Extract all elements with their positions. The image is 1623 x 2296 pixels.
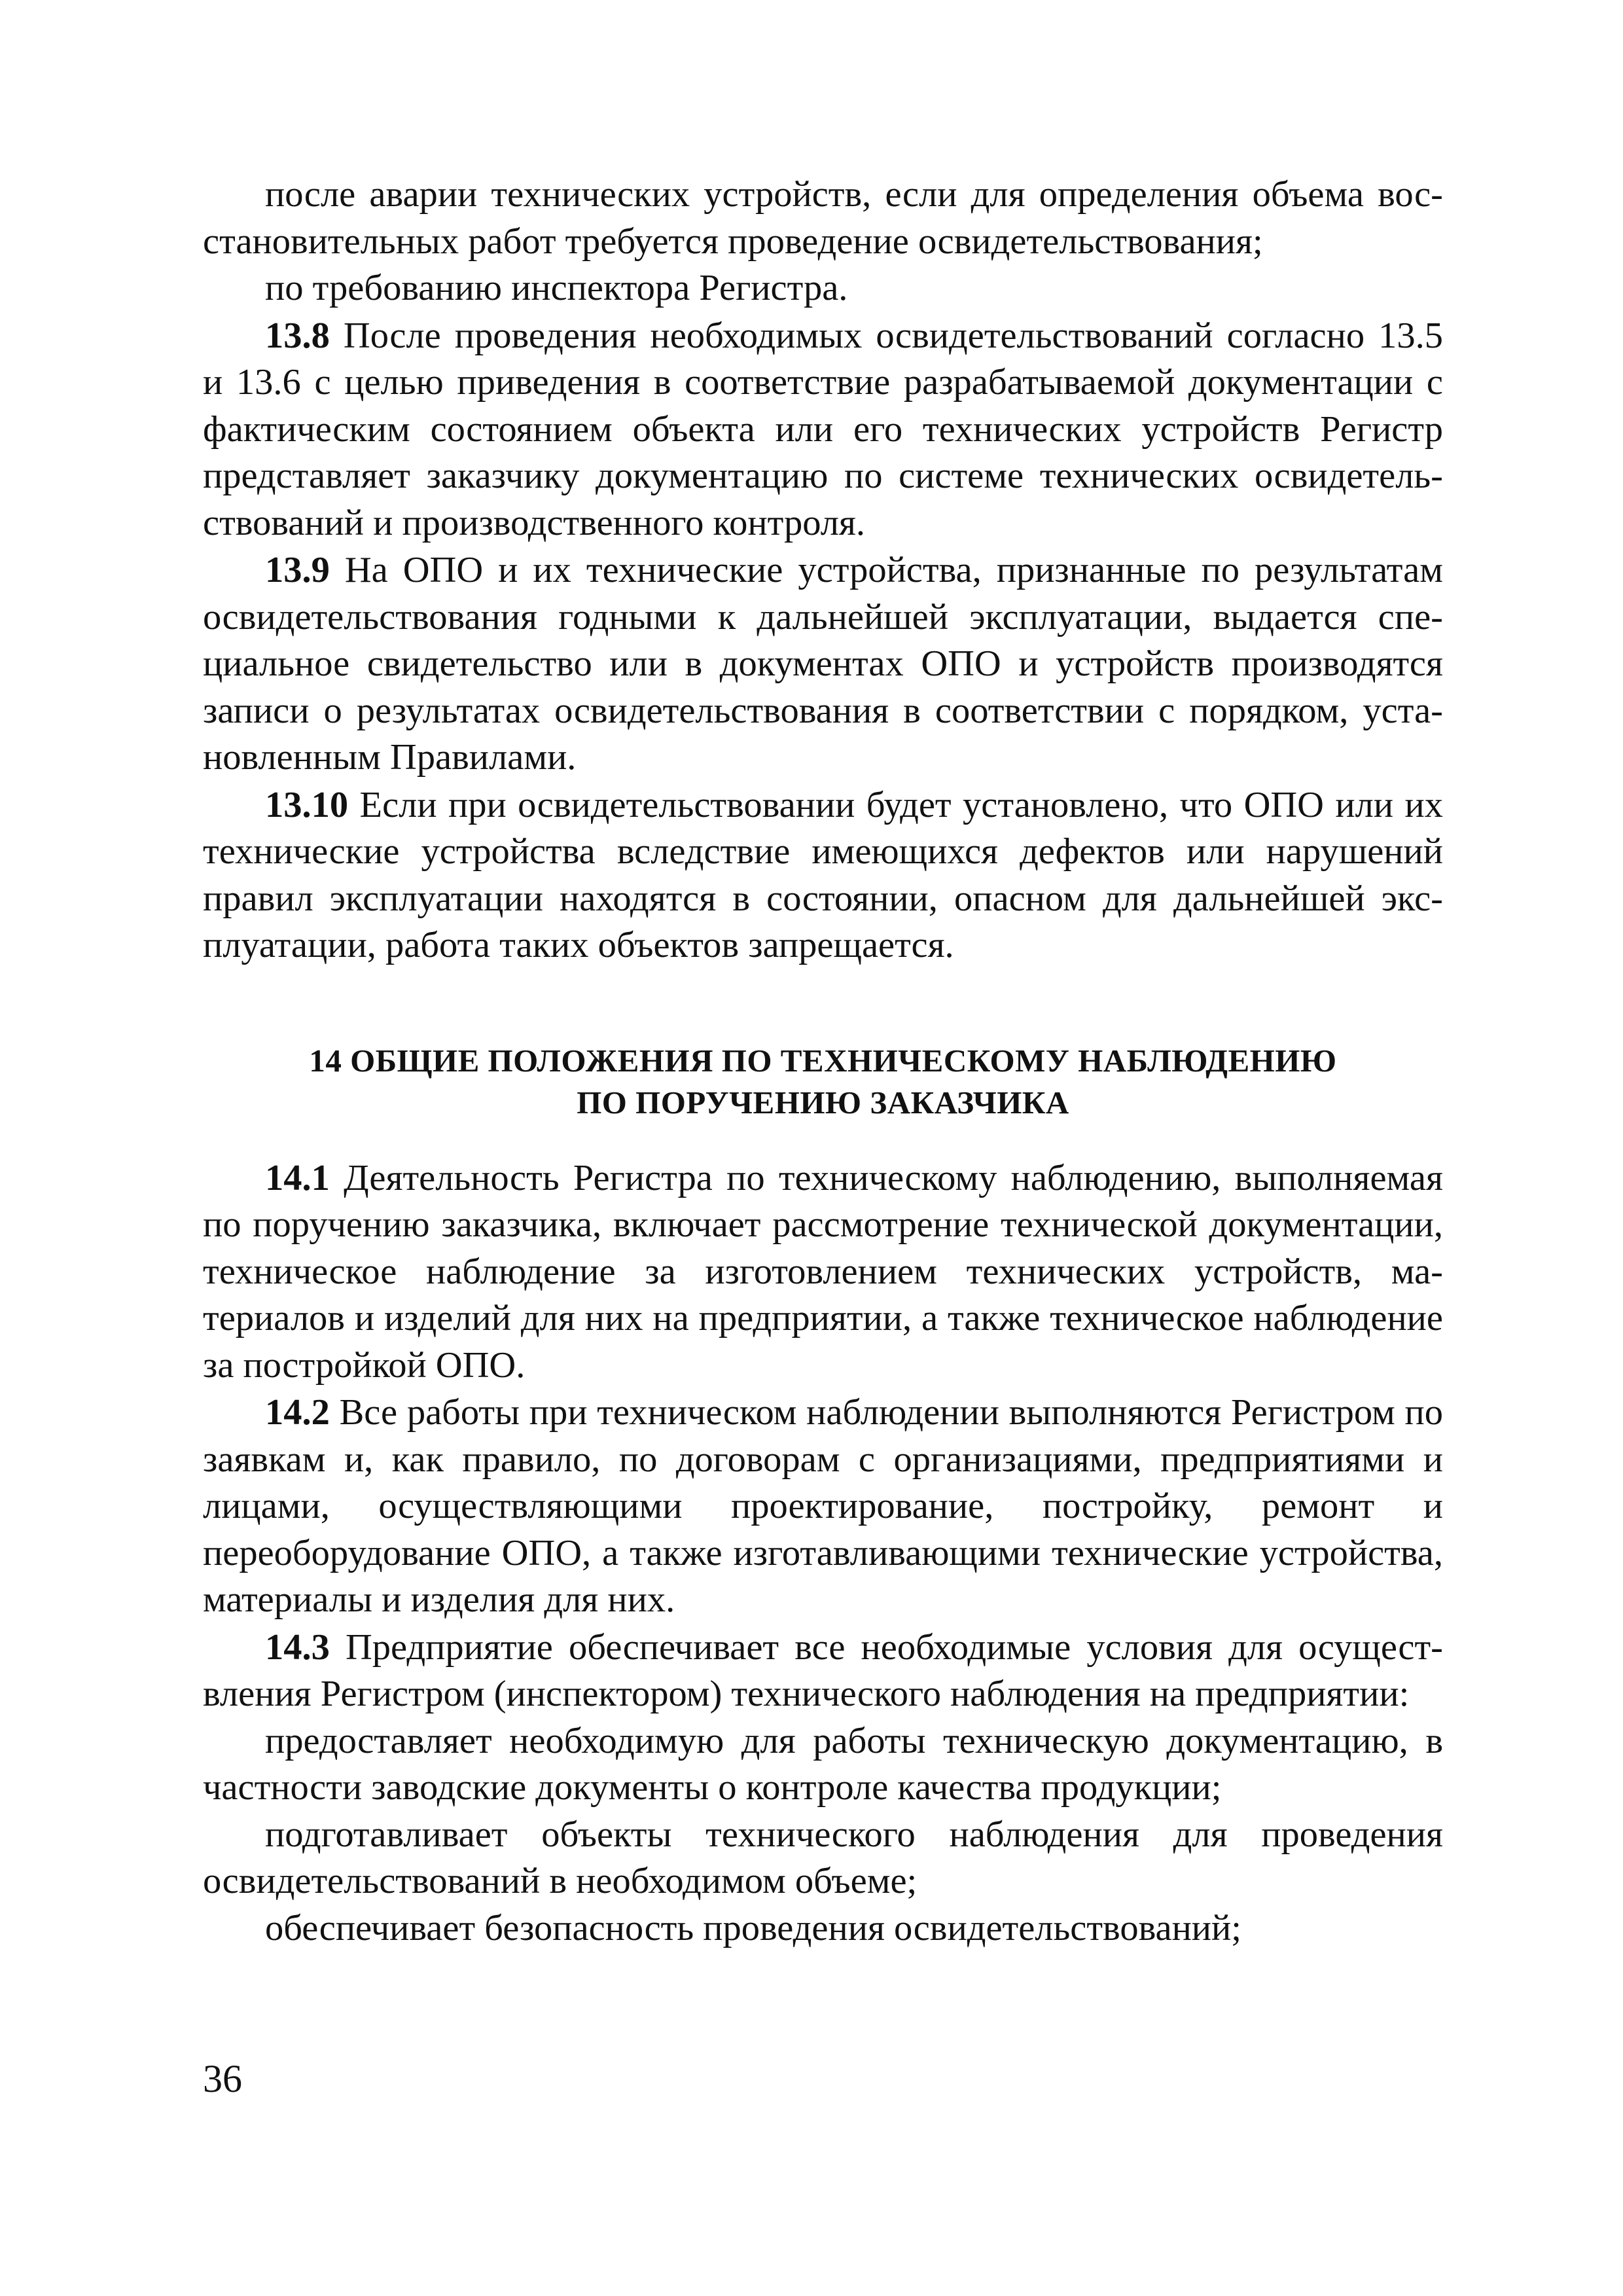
paragraph-text: После проведения необходимых освидетельствований согласно 13.5 и 13.6 с целью приведения в соответствие разрабатываемой документации с фактическим состоянием объекта или его технических устройств Регистр представляет заказчику документацию по системе технических освидетельствований и производственного контроля. (203, 315, 1443, 543)
paragraph-provides-documentation (203, 1718, 1443, 1812)
paragraph-by-inspector-request (203, 265, 1443, 312)
paragraph-text: подготавливает объекты технического наблюдения для проведения освидетельствований в необходимом объеме; (203, 1814, 1443, 1901)
paragraph-13-10 (203, 782, 1443, 969)
paragraph-text: Все работы при техническом наблюдении выполняются Регистром по заявкам и, как правило, по договорам с организациями, предприятиями и лицами, осуществляющими проектирование, постройку, ремонт и переоборудование ОПО, а также изготавливающими технические устройства, материалы и изделия для них. (203, 1392, 1443, 1620)
heading-line-2: ПО ПОРУЧЕНИЮ ЗАКАЗЧИКА (577, 1084, 1069, 1121)
paragraph-text: Деятельность Регистра по техническому наблюдению, выполняемая по поручению заказчика, включает рассмотрение технической документации, техническое наблюдение за изготовлением технических устройств, материалов и изделий для них на предприятии, а также техническое наблюдение за постройкой ОПО. (203, 1157, 1443, 1386)
heading-line-1: 14 ОБЩИЕ ПОЛОЖЕНИЯ ПО ТЕХНИЧЕСКОМУ НАБЛЮДЕНИЮ (309, 1042, 1337, 1079)
paragraph-14-2 (203, 1390, 1443, 1624)
paragraph-text: обеспечивает безопасность проведения освидетельствований; (265, 1907, 1241, 1948)
paragraph-text: предоставляет необходимую для работы техническую документацию, в частности заводские документы о контроле качества продукции; (203, 1720, 1443, 1808)
page-content (203, 171, 1443, 1952)
page-number: 36 (203, 2057, 242, 2100)
paragraph-text: Если при освидетельствовании будет установлено, что ОПО или их технические устройства вследствие имеющихся дефектов или нарушений правил эксплуатации находятся в состоянии, опасном для дальнейшей эксплуатации, работа таких объектов запрещается. (203, 784, 1443, 965)
section-14-heading (203, 1040, 1443, 1124)
paragraph-after-accident (203, 171, 1443, 265)
paragraph-text: после аварии технических устройств, если для определения объема восстановительных работ требуется проведение освидетельствования; (203, 174, 1443, 262)
paragraph-14-3 (203, 1624, 1443, 1718)
paragraph-prepares-objects (203, 1812, 1443, 1905)
paragraph-text: На ОПО и их технические устройства, признанные по результатам освидетельствования годными к дальнейшей эксплуатации, выдается специальное свидетельство или в документах ОПО и устройств производятся записи о результатах освидетельствования в соответствии с порядком, установленным Правилами. (203, 550, 1443, 778)
paragraph-13-8 (203, 313, 1443, 547)
paragraph-14-1 (203, 1155, 1443, 1390)
paragraph-number: 13.10 (265, 784, 349, 825)
paragraph-ensures-safety (203, 1905, 1443, 1952)
paragraph-number: 13.9 (265, 550, 330, 590)
paragraph-number: 14.2 (265, 1392, 330, 1433)
paragraph-text: Предприятие обеспечивает все необходимые условия для осуществления Регистром (инспектором) технического наблюдения на предприятии: (203, 1626, 1443, 1714)
paragraph-number: 13.8 (265, 315, 330, 356)
paragraph-number: 14.3 (265, 1626, 330, 1668)
paragraph-text: по требованию инспектора Регистра. (265, 268, 848, 308)
paragraph-13-9 (203, 547, 1443, 781)
paragraph-number: 14.1 (265, 1157, 330, 1198)
